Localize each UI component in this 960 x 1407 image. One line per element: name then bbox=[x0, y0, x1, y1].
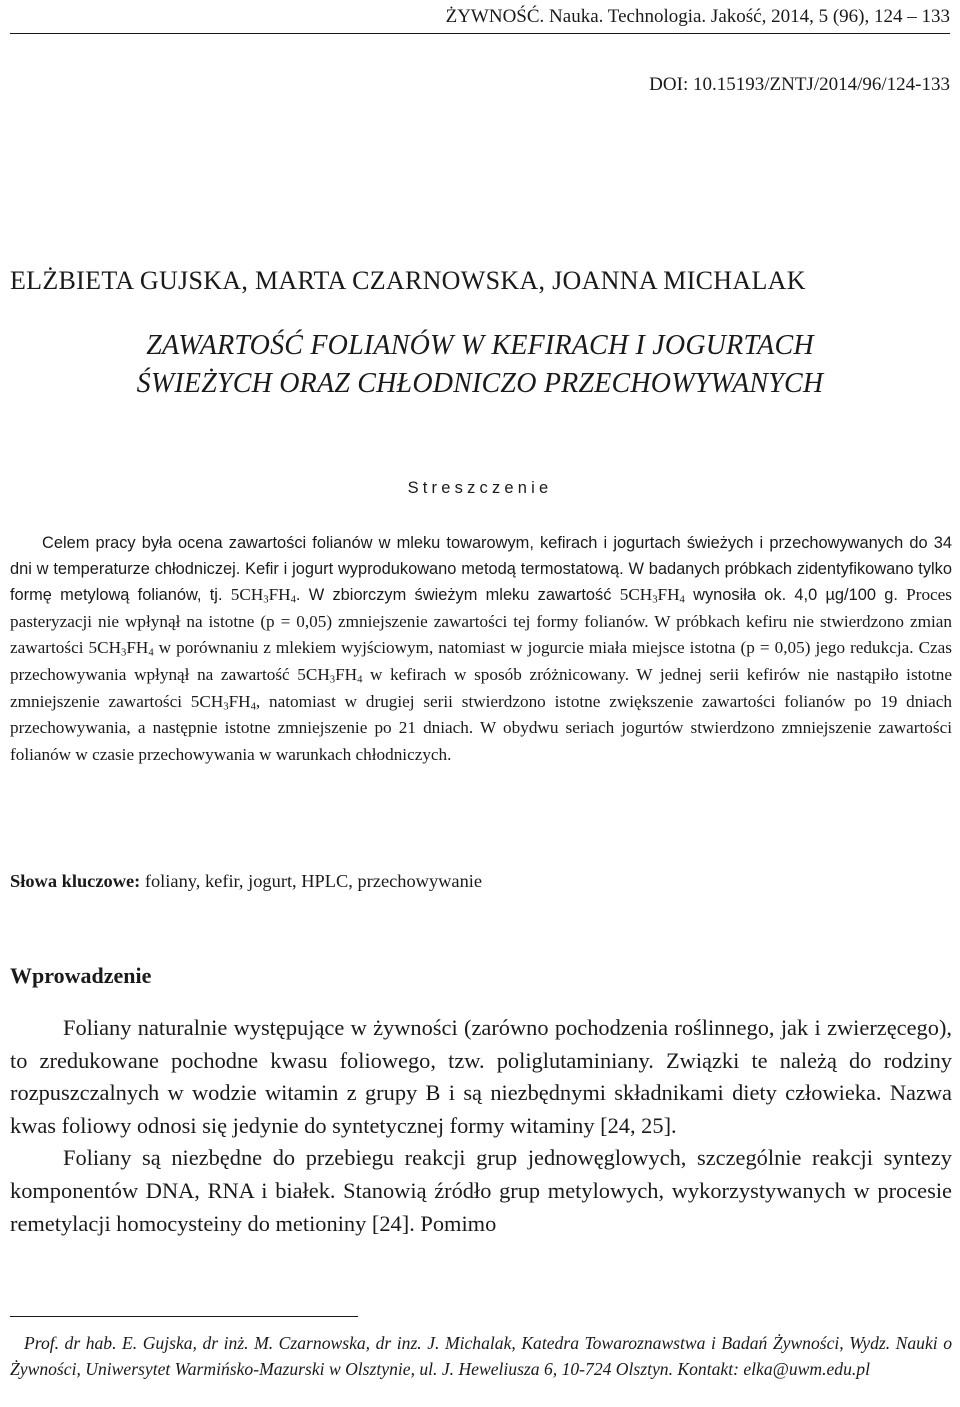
abstract-heading: Streszczenie bbox=[407, 479, 553, 497]
formula-sub: 4 bbox=[679, 594, 685, 606]
intro-paragraph-1: Foliany naturalnie występujące w żywności (zarówno pochodzenia roślinnego, jak i zwierzęcego), to zredukowane pochodne kwasu foliowego, tzw. poliglutaminiany. Związki te należą do rodziny rozpuszczalnych w wodzie witamin z grupy B i są niezbędnymi składnikami diety człowieka. Nazwa kwas foliowy odnosi się jedynie do syntetycznej formy witaminy [24, 25]. bbox=[10, 1015, 952, 1138]
formula-part: 5CH bbox=[619, 585, 653, 605]
formula-part: FH bbox=[657, 585, 680, 605]
formula-sub: 3 bbox=[263, 594, 269, 606]
formula-part: FH bbox=[268, 585, 291, 605]
formula-sub: 4 bbox=[290, 594, 296, 606]
formula-part: FH bbox=[335, 664, 358, 684]
abstract-part: Celem pracy była ocena zawartości folianów w mleku towarowym, kefirach i jogurtach świeżych i przechowywanych do 34 dni w temperaturze chłodniczej. bbox=[10, 534, 952, 578]
abstract-serif-part: w kefirach w sposób zróżnicowany. W jednej serii kefirów nie nastąpiło istotne zmniejszenie zawartości 5CH bbox=[10, 664, 953, 711]
formula-part: FH bbox=[126, 638, 149, 658]
formula-sub: 3 bbox=[329, 674, 336, 686]
keywords bbox=[10, 871, 482, 892]
footnote-rule bbox=[10, 1316, 358, 1317]
abstract-text bbox=[10, 531, 952, 768]
doi: DOI: 10.15193/ZNTJ/2014/96/124-133 bbox=[649, 74, 950, 95]
author-affiliation-footnote: Prof. dr hab. E. Gujska, dr inż. M. Czarnowska, dr inz. J. Michalak, Katedra Towaroznawstwa i Badań Żywności, Wydz. Nauki o Żywności, Uniwersytet Warmińsko-Mazurski w Olsztynie, ul. J. Heweliusza 6, 10-724 Olsztyn. Kontakt: elka@uwm.edu.pl bbox=[10, 1333, 952, 1379]
formula-sub: 4 bbox=[357, 674, 363, 686]
journal-header: ŻYWNOŚĆ. Nauka. Technologia. Jakość, 2014, 5 (96), 124 – 133 bbox=[445, 6, 950, 27]
intro-paragraph-2: Foliany są niezbędne do przebiegu reakcji grup jednowęglowych, szczególnie reakcji syntezy komponentów DNA, RNA i białek. Stanowią źródło grup metylowych, wykorzystywanych w procesie remetylacji homocysteiny do metioniny [24]. Pomimo bbox=[10, 1145, 952, 1236]
article-title bbox=[0, 327, 960, 403]
formula-sub: 4 bbox=[250, 701, 256, 713]
abstract-serif-part: w porównaniu z mlekiem wyjściowym, natomiast w jogurcie miała miejsce istotna (p = 0,05) jego redukcja. Czas przechowywania wpłynął na zawartość 5CH bbox=[10, 638, 952, 684]
abstract-serif-part: , natomiast w drugiej serii stwierdzono istotne zwiększenie zawartości folianów po 19 dniach przechowywania, a następnie istotne zmniejszenie po 21 dniach. W obydwu seriach jogurtów stwierdzono zmniejszenie zawartości folianów w czasie przechowywania w warunkach chłodniczych. bbox=[10, 691, 952, 764]
formula bbox=[231, 585, 296, 604]
abstract-serif-part: Proces pasteryzacji nie wpłynął na istotne (p = 0,05) zmniejszenie zawartości tej formy folianów. W próbkach kefiru nie stwierdzono zmian zawartości 5CH bbox=[10, 585, 952, 658]
section-heading-introduction: Wprowadzenie bbox=[10, 963, 152, 988]
formula-sub: 4 bbox=[148, 648, 154, 660]
abstract-part: wynosiła ok. 4,0 µg/100 g. bbox=[684, 586, 907, 605]
title-line-2: ŚWIEŻYCH ORAZ CHŁODNICZO PRZECHOWYWANYCH bbox=[136, 368, 824, 399]
formula-sub: 3 bbox=[121, 648, 127, 660]
abstract-part: Kefir i jogurt wyprodukowano metodą termostatową. W badanych próbkach zidentyfikowano tylko formę metylową folianów, tj. bbox=[10, 559, 952, 605]
abstract-part bbox=[10, 585, 952, 764]
formula bbox=[620, 585, 685, 604]
formula-part: FH bbox=[228, 691, 251, 711]
authors: ELŻBIETA GUJSKA, MARTA CZARNOWSKA, JOANNA MICHALAK bbox=[10, 266, 806, 295]
introduction-body bbox=[10, 1012, 952, 1240]
formula-sub: 3 bbox=[223, 701, 229, 713]
keywords-text: foliany, kefir, jogurt, HPLC, przechowywanie bbox=[140, 871, 483, 891]
title-line-1: ZAWARTOŚĆ FOLIANÓW W KEFIRACH I JOGURTACH bbox=[146, 330, 814, 361]
formula-part: 5CH bbox=[230, 585, 264, 605]
header-rule bbox=[10, 33, 950, 34]
formula-sub: 3 bbox=[652, 594, 658, 606]
abstract-part: . W zbiorczym świeżym mleku zawartość bbox=[295, 586, 620, 605]
keywords-label: Słowa kluczowe: bbox=[10, 871, 141, 891]
